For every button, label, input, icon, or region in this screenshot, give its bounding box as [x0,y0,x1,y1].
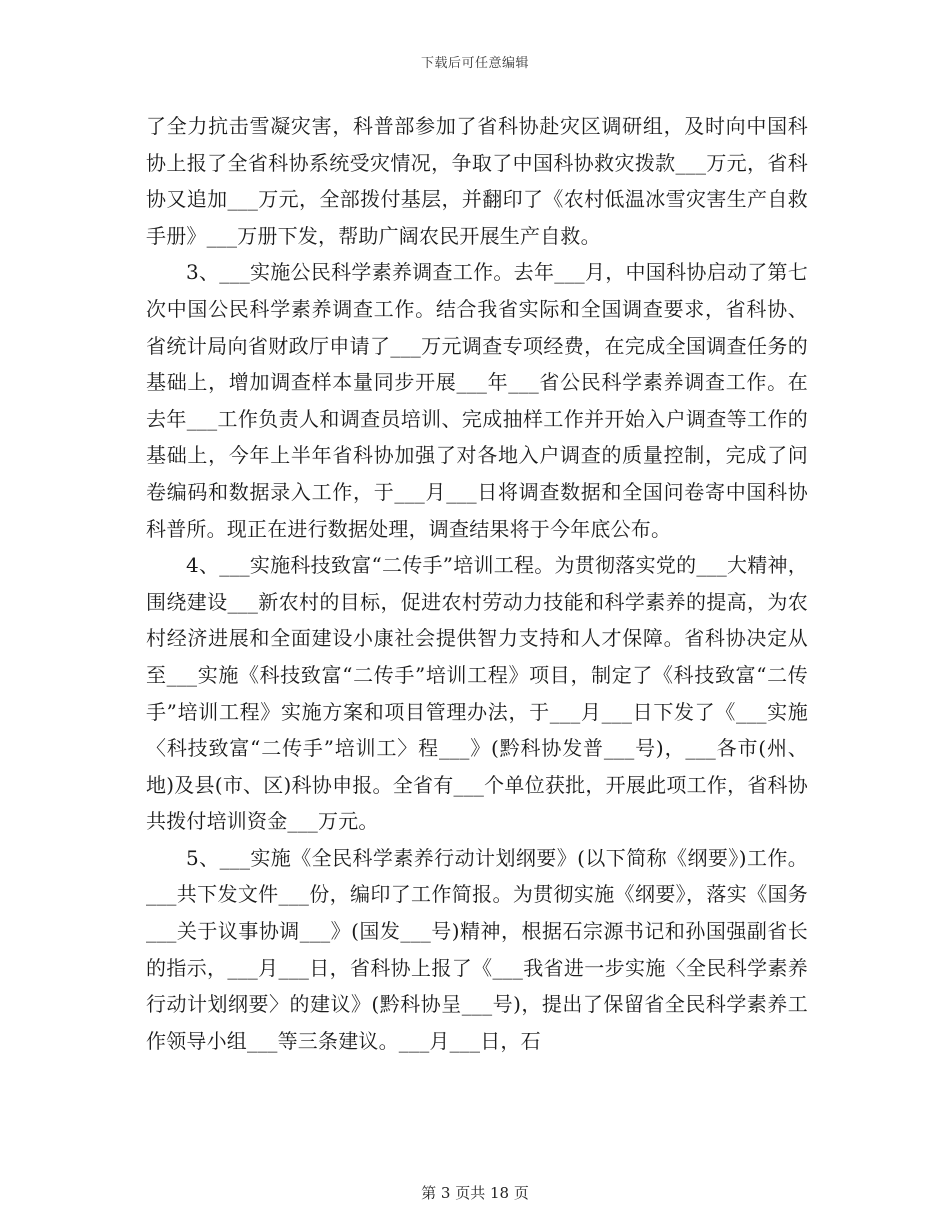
document-body [146,108,808,1059]
paragraph-2: 3、___实施公民科学素养调查工作。去年___月，中国科协启动了第七次中国公民科学素养调查工作。结合我省实际和全国调查要求，省科协、省统计局向省财政厅申请了___万元调查专项经费，在完成全国调查任务的基础上，增加调查样本量同步开展___年___省公民科学素养调查工作。在去年___工作负责人和调查员培训、完成抽样工作并开始入户调查等工作的基础上，今年上半年省科协加强了对各地入户调查的质量控制，完成了问卷编码和数据录入工作，于___月___日将调查数据和全国问卷寄中国科协科普所。现正在进行数据处理，调查结果将于今年底公布。 [146,260,808,541]
paragraph-4: 5、___实施《全民科学素养行动计划纲要》(以下简称《纲要》)工作。___共下发文件___份，编印了工作简报。为贯彻实施《纲要》，落实《国务___关于议事协调___》(国发___号)精神，根据石宗源书记和孙国强副省长的指示，___月___日，省科协上报了《___我省进一步实施〈全民科学素养行动计划纲要〉的建议》(黔科协呈___号)，提出了保留省全民科学素养工作领导小组___等三条建议。___月___日，石 [146,845,808,1053]
page-header: 下载后可任意编辑 [420,56,529,71]
paragraph-1: 了全力抗击雪凝灾害，科普部参加了省科协赴灾区调研组，及时向中国科协上报了全省科协系统受灾情况，争取了中国科协救灾拨款___万元，省科协又追加___万元，全部拨付基层，并翻印了《农村低温冰雪灾害生产自救手册》___万册下发，帮助广阔农民开展生产自救。 [146,114,808,248]
page-number-footer: 第 3 页共 18 页 [421,1184,529,1202]
paragraph-3: 4、___实施科技致富“二传手”培训工程。为贯彻落实党的___大精神，围绕建设___新农村的目标，促进农村劳动力技能和科学素养的提高，为农村经济进展和全面建设小康社会提供智力支持和人才保障。省科协决定从至___实施《科技致富“二传手”培训工程》项目，制定了《科技致富“二传手”培训工程》实施方案和项目管理办法，于___月___日下发了《___实施〈科技致富“二传手”培训工〉程___》(黔科协发普___号)，___各市(州、地)及县(市、区)科协申报。全省有___个单位获批，开展此项工作，省科协共拨付培训资金___万元。 [146,553,808,834]
